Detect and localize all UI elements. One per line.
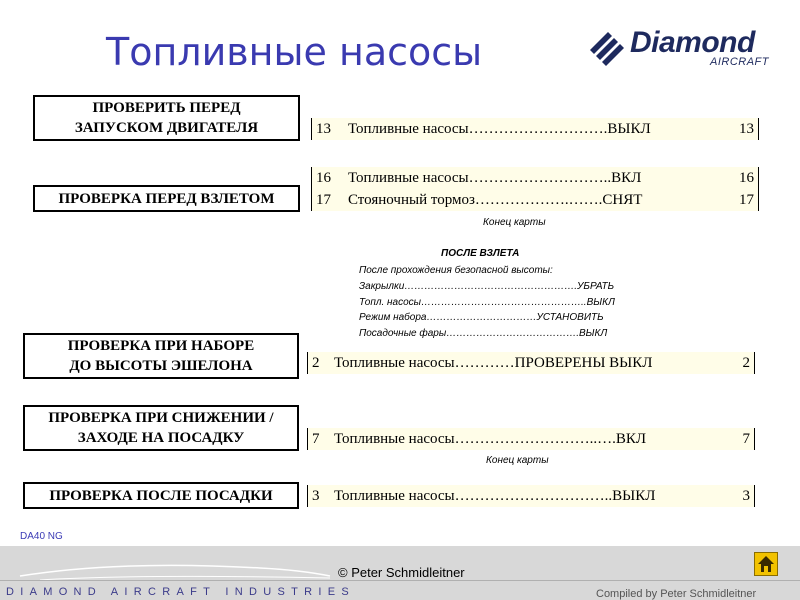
after-takeoff-line: После прохождения безопасной высоты: [359,265,553,276]
section-label-line: ПРОВЕРКА ПЕРЕД ВЗЛЕТОМ [58,190,275,207]
checklist-table [307,485,755,507]
section-label-line: ПРОВЕРКА ПОСЛЕ ПОСАДКИ [49,487,273,504]
checklist-table [307,428,755,450]
section-label-line: ПРОВЕРКА ПРИ НАБОРЕ [67,338,255,354]
row-number: 2 [312,354,320,371]
row-text: Топливные насосы…………ПРОВЕРЕНЫ ВЫКЛ [334,354,653,371]
section-label-line: ПРОВЕРКА ПРИ СНИЖЕНИИ / [48,410,274,426]
checklist-row [308,352,754,374]
row-number: 13 [316,120,331,137]
end-of-card: Конец карты [483,217,546,228]
checklist-row [308,428,754,450]
after-takeoff-line: Закрылки…………………………………………….УБРАТЬ [359,281,615,292]
row-number: 7 [312,430,320,447]
after-takeoff-title: ПОСЛЕ ВЗЛЕТА [441,248,520,259]
row-text: Стояночный тормоз……………….…….СНЯТ [348,191,643,208]
section-label-before-start [33,95,300,141]
row-number-right: 2 [742,354,750,371]
row-number-right: 7 [742,430,750,447]
row-text: Топливные насосы……………………….ВЫКЛ [348,120,651,137]
home-icon [755,553,777,575]
copyright: © Peter Schmidleitner [338,565,465,580]
row-number: 3 [312,487,320,504]
after-takeoff-line: Топл. насосы…………………………………………..ВЫКЛ [359,297,615,308]
row-number-right: 17 [739,191,754,208]
aircraft-model: DA40 NG [20,531,63,542]
section-label-before-takeoff [33,185,300,212]
page-title: Топливные насосы [106,30,483,74]
logo-brand: Diamond [630,26,755,59]
section-label-after-landing [23,482,299,509]
after-takeoff-line: Посадочные фары………………………………….ВЫКЛ [359,328,608,339]
row-number-right: 3 [742,487,750,504]
checklist-table [311,118,759,140]
diamond-logo-icon [588,28,632,72]
section-label-climb [23,333,299,379]
checklist-row [308,485,754,507]
row-text: Топливные насосы………………………..ВКЛ [348,169,642,186]
home-button[interactable] [754,552,778,576]
company-name: DIAMOND AIRCRAFT INDUSTRIES [6,586,355,598]
section-label-line: ДО ВЫСОТЫ ЭШЕЛОНА [69,358,253,374]
checklist-row [312,118,758,140]
row-text: Топливные насосы…………………………..ВЫКЛ [334,487,656,504]
section-label-line: ПРОВЕРИТЬ ПЕРЕД [92,100,241,116]
compiled-by: Compiled by Peter Schmidleitner [596,588,757,600]
row-text: Топливные насосы………………………..….ВКЛ [334,430,647,447]
section-label-descent [23,405,299,451]
row-number-right: 13 [739,120,754,137]
row-number-right: 16 [739,169,754,186]
logo-sub: AIRCRAFT [710,56,769,68]
diamond-logo [588,26,778,74]
footer-divider [0,580,800,581]
row-number: 17 [316,191,331,208]
section-label-line: ЗАПУСКОМ ДВИГАТЕЛЯ [74,120,259,136]
after-takeoff-line: Режим набора……………………………УСТАНОВИТЬ [359,312,604,323]
checklist-row [312,167,758,189]
end-of-card: Конец карты [486,455,549,466]
section-label-line: ЗАХОДЕ НА ПОСАДКУ [77,430,245,446]
checklist-table [311,167,759,211]
row-number: 16 [316,169,331,186]
checklist-table [307,352,755,374]
checklist-row [312,189,758,211]
